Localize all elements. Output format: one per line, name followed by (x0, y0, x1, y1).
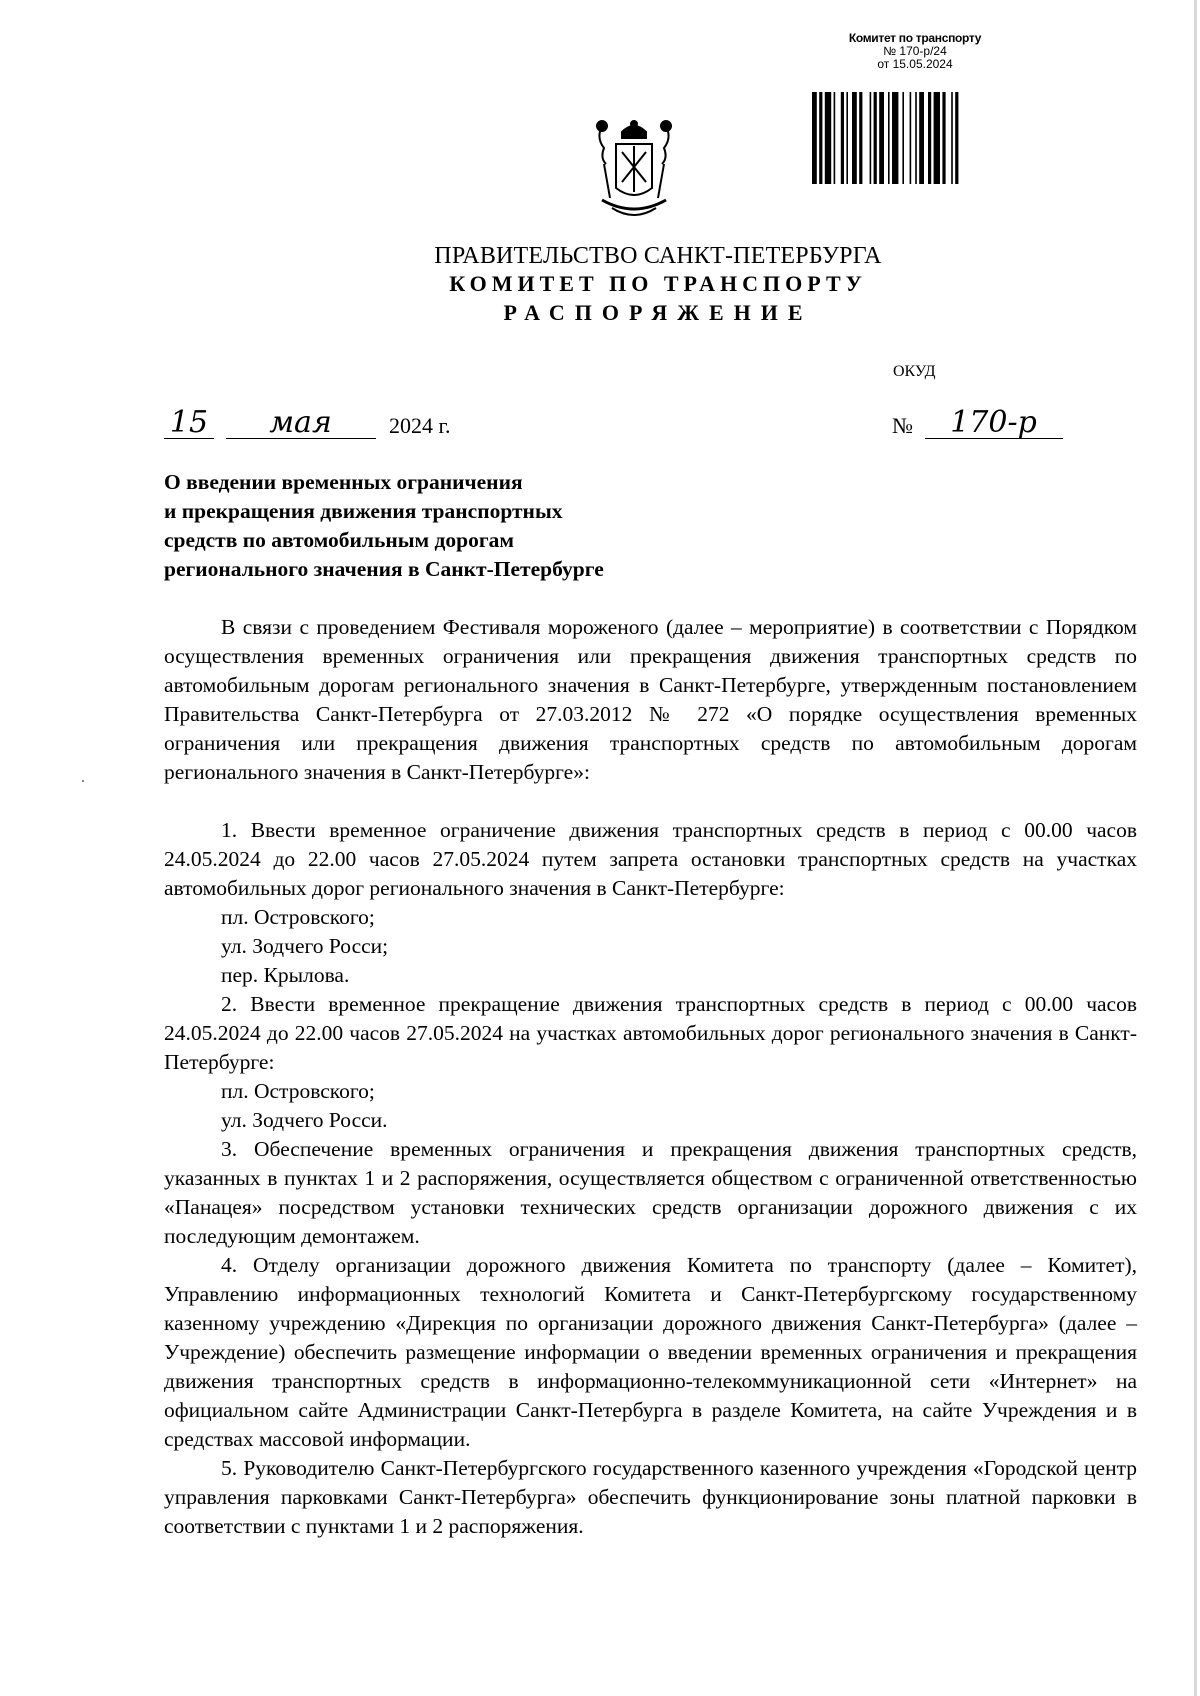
registration-stamp (806, 32, 1024, 71)
number-value: 170-р (925, 408, 1063, 439)
scan-speck (82, 780, 84, 782)
item-5-paragraph: 5. Руководителю Санкт-Петербургского государственного казенного учреждения «Городской центр управления парковками Санкт-Петербурга» обеспечить функционирование зоны платной парковки в соответствии с пунктами 1 и 2 распоряжения. (164, 1456, 1137, 1538)
barcode-bar (928, 92, 931, 184)
item-2-paragraph: 2. Ввести временное прекращение движения транспортных средств в период с 00.00 часов 24.05.2024 до 22.00 часов 27.05.2024 на участках автомобильных дорог регионального значения в Санкт-Петербурге: (164, 992, 1137, 1074)
barcode-bar (870, 92, 872, 184)
barcode-bar (841, 92, 844, 184)
barcode-bar (852, 92, 857, 184)
barcode-bar (942, 92, 945, 184)
title-line: и прекращения движения транспортных (164, 499, 563, 523)
barcode-bar (819, 92, 822, 184)
date-year: 2024 г. (389, 413, 451, 438)
barcode-bar (934, 92, 940, 184)
street-item: пл. Островского; (221, 1079, 375, 1103)
barcode-bar (951, 92, 953, 184)
date-month: мая (226, 408, 376, 439)
number-label: № (892, 413, 913, 438)
barcode-bar (910, 92, 912, 184)
stamp-date: от 15.05.2024 (877, 57, 953, 71)
document-date (164, 405, 451, 440)
barcode-bar (902, 92, 904, 184)
item-4-paragraph: 4. Отделу организации дорожного движения Комитета по транспорту (далее – Комитет), Управлению информационных технологий Комитета и Санкт-Петербургскому государственному казенному учреждению «Дирекция по организации дорожного движения Санкт-Петербурга» (далее – Учреждение) обеспечить размещение информации о введении временных ограничения и прекращения движения транспортных средств в информационно-телекоммуникационной сети «Интернет» на официальном сайте Администрации Санкт-Петербурга в разделе Комитета, на сайте Учреждения и в средствах массовой информации. (164, 1253, 1137, 1451)
title-line: регионального значения в Санкт-Петербурге (164, 557, 604, 581)
street-item: пер. Крылова. (221, 963, 350, 987)
document-title (164, 468, 724, 584)
barcode-bar (825, 92, 831, 184)
barcode-bar (879, 92, 884, 184)
barcode-bar (892, 92, 898, 184)
barcode-bar (915, 92, 917, 184)
committee-name: КОМИТЕТ ПО ТРАНСПОРТУ (449, 271, 867, 296)
stamp-organization: Комитет по транспорту (848, 31, 982, 45)
title-line: средств по автомобильным дорогам (164, 528, 515, 552)
barcode-bar (834, 92, 836, 184)
barcode-bar (812, 92, 817, 184)
title-line: О введении временных ограничения (164, 470, 523, 494)
barcode (812, 92, 1020, 184)
barcode-bar (859, 92, 862, 184)
government-name: ПРАВИТЕЛЬСТВО САНКТ-ПЕТЕРБУРГА (434, 243, 882, 269)
date-day: 15 (164, 408, 214, 439)
coat-of-arms-emblem (592, 118, 676, 224)
barcode-bar (874, 92, 877, 184)
document-body (164, 613, 1137, 1541)
okud-label: ОКУД (893, 363, 936, 380)
barcode-bar (888, 92, 890, 184)
barcode-bar (955, 92, 958, 184)
scan-edge-shadow (1194, 0, 1197, 1696)
document-number (892, 405, 1063, 440)
preamble-paragraph: В связи с проведением Фестиваля мороженого (далее – мероприятие) в соответствии с Порядком осуществления временных ограничения или прекращения движения транспортных средств по автомобильным дорогам регионального значения в Санкт-Петербурге, утвержденным постановлением Правительства Санкт-Петербурга от 27.03.2012 № 272 «О порядке осуществления временных ограничения или прекращения движения транспортных средств по автомобильным дорогам регионального значения в Санкт-Петербурге»: (164, 615, 1137, 784)
barcode-bar (846, 92, 848, 184)
barcode-bar (919, 92, 924, 184)
stamp-number: № 170-р/24 (883, 44, 947, 58)
item-3-paragraph: 3. Обеспечение временных ограничения и прекращения движения транспортных средств, указанных в пунктах 1 и 2 распоряжения, осуществляется обществом с ограниченной ответственностью «Панацея» посредством установки технических средств организации дорожного движения с их последующим демонтажем. (164, 1137, 1137, 1248)
street-item: пл. Островского; (221, 905, 375, 929)
document-type: РАСПОРЯЖЕНИЕ (503, 300, 813, 325)
street-item: ул. Зодчего Росси. (221, 1108, 388, 1132)
item-1-paragraph: 1. Ввести временное ограничение движения транспортных средств в период с 00.00 часов 24.05.2024 до 22.00 часов 27.05.2024 путем запрета остановки транспортных средств на участках автомобильных дорог регионального значения в Санкт-Петербурге: (164, 818, 1137, 900)
street-item: ул. Зодчего Росси; (221, 934, 389, 958)
